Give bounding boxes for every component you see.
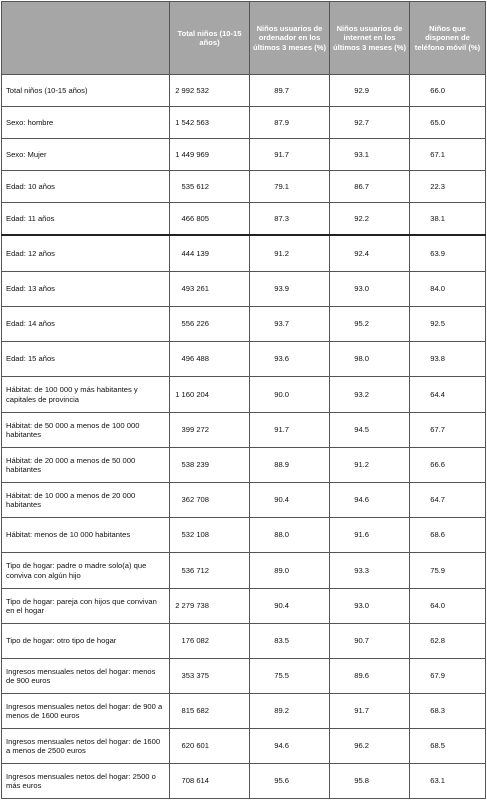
table-body [2,75,486,799]
cell-telefono-movil: 63.1 [410,764,486,799]
cell-usuarios-ordenador: 89.0 [250,553,330,589]
table-row [2,659,486,694]
row-label: Tipo de hogar: otro tipo de hogar [2,624,170,659]
table-row [2,235,486,272]
row-label: Edad: 14 años [2,307,170,342]
row-label: Hábitat: de 20 000 a menos de 50 000 habitantes [2,448,170,483]
row-label: Edad: 15 años [2,342,170,377]
table-row [2,694,486,729]
cell-telefono-movil: 63.9 [410,235,486,272]
cell-telefono-movil: 64.7 [410,483,486,518]
cell-telefono-movil: 84.0 [410,272,486,307]
cell-usuarios-internet: 95.2 [330,307,410,342]
cell-usuarios-internet: 94.6 [330,483,410,518]
table-row [2,272,486,307]
row-label: Hábitat: de 10 000 a menos de 20 000 habitantes [2,483,170,518]
row-label: Sexo: Mujer [2,139,170,171]
cell-telefono-movil: 68.5 [410,729,486,764]
cell-total-ninos: 1 160 204 [170,377,250,413]
table-row [2,448,486,483]
cell-usuarios-ordenador: 89.7 [250,75,330,107]
cell-usuarios-ordenador: 91.2 [250,235,330,272]
cell-usuarios-ordenador: 90.0 [250,377,330,413]
cell-usuarios-ordenador: 95.6 [250,764,330,799]
cell-usuarios-ordenador: 88.9 [250,448,330,483]
cell-telefono-movil: 38.1 [410,203,486,236]
cell-usuarios-internet: 91.2 [330,448,410,483]
cell-usuarios-ordenador: 91.7 [250,139,330,171]
cell-usuarios-ordenador: 93.7 [250,307,330,342]
table-row [2,729,486,764]
cell-usuarios-internet: 95.8 [330,764,410,799]
table-row [2,553,486,589]
table-row [2,75,486,107]
cell-usuarios-ordenador: 87.9 [250,107,330,139]
cell-total-ninos: 2 279 738 [170,589,250,624]
cell-telefono-movil: 66.0 [410,75,486,107]
cell-telefono-movil: 92.5 [410,307,486,342]
cell-usuarios-internet: 93.3 [330,553,410,589]
cell-telefono-movil: 22.3 [410,171,486,203]
cell-telefono-movil: 64.0 [410,589,486,624]
cell-total-ninos: 2 992 532 [170,75,250,107]
table-row [2,342,486,377]
cell-usuarios-ordenador: 91.7 [250,413,330,448]
cell-usuarios-internet: 96.2 [330,729,410,764]
table-row [2,139,486,171]
cell-total-ninos: 532 108 [170,518,250,553]
cell-usuarios-ordenador: 90.4 [250,483,330,518]
cell-total-ninos: 620 601 [170,729,250,764]
row-label: Ingresos mensuales netos del hogar: de 900 a menos de 1600 euros [2,694,170,729]
cell-telefono-movil: 62.8 [410,624,486,659]
row-label: Edad: 12 años [2,235,170,272]
cell-telefono-movil: 68.6 [410,518,486,553]
cell-telefono-movil: 93.8 [410,342,486,377]
cell-usuarios-internet: 86.7 [330,171,410,203]
header-usuarios-ordenador: Niños usuarios de ordenador en los últimos 3 meses (%) [250,2,330,75]
row-label: Hábitat: de 50 000 a menos de 100 000 habitantes [2,413,170,448]
cell-usuarios-ordenador: 89.2 [250,694,330,729]
row-label: Hábitat: de 100 000 y más habitantes y capitales de provincia [2,377,170,413]
cell-usuarios-ordenador: 93.6 [250,342,330,377]
cell-total-ninos: 444 139 [170,235,250,272]
cell-usuarios-internet: 90.7 [330,624,410,659]
cell-usuarios-ordenador: 93.9 [250,272,330,307]
header-telefono-movil: Niños que disponen de teléfono móvil (%) [410,2,486,75]
row-label: Sexo: hombre [2,107,170,139]
cell-usuarios-internet: 93.1 [330,139,410,171]
cell-total-ninos: 176 082 [170,624,250,659]
cell-total-ninos: 536 712 [170,553,250,589]
cell-total-ninos: 362 708 [170,483,250,518]
statistics-table [1,1,486,799]
cell-total-ninos: 538 239 [170,448,250,483]
cell-usuarios-ordenador: 88.0 [250,518,330,553]
table-row [2,307,486,342]
table-row [2,483,486,518]
cell-telefono-movil: 67.1 [410,139,486,171]
cell-telefono-movil: 66.6 [410,448,486,483]
cell-usuarios-internet: 98.0 [330,342,410,377]
table-row [2,377,486,413]
row-label: Total niños (10-15 años) [2,75,170,107]
cell-total-ninos: 496 488 [170,342,250,377]
cell-usuarios-ordenador: 90.4 [250,589,330,624]
header-usuarios-internet: Niños usuarios de internet en los últimos 3 meses (%) [330,2,410,75]
cell-telefono-movil: 67.7 [410,413,486,448]
cell-telefono-movil: 68.3 [410,694,486,729]
row-label: Edad: 13 años [2,272,170,307]
cell-usuarios-internet: 93.0 [330,272,410,307]
cell-usuarios-ordenador: 94.6 [250,729,330,764]
cell-total-ninos: 556 226 [170,307,250,342]
cell-total-ninos: 708 614 [170,764,250,799]
table-row [2,171,486,203]
table-row [2,518,486,553]
cell-telefono-movil: 75.9 [410,553,486,589]
cell-usuarios-ordenador: 79.1 [250,171,330,203]
table-row [2,203,486,236]
row-label: Tipo de hogar: pareja con hijos que convivan en el hogar [2,589,170,624]
table-row [2,589,486,624]
cell-total-ninos: 399 272 [170,413,250,448]
cell-usuarios-ordenador: 87.3 [250,203,330,236]
table-header-row [2,2,486,75]
cell-total-ninos: 1 542 563 [170,107,250,139]
header-corner [2,2,170,75]
cell-total-ninos: 815 682 [170,694,250,729]
row-label: Ingresos mensuales netos del hogar: menos de 900 euros [2,659,170,694]
cell-usuarios-internet: 92.4 [330,235,410,272]
table-row [2,413,486,448]
cell-telefono-movil: 67.9 [410,659,486,694]
cell-usuarios-internet: 93.0 [330,589,410,624]
cell-usuarios-internet: 92.2 [330,203,410,236]
cell-total-ninos: 1 449 969 [170,139,250,171]
table-row [2,107,486,139]
cell-total-ninos: 535 612 [170,171,250,203]
row-label: Edad: 11 años [2,203,170,236]
cell-usuarios-internet: 92.7 [330,107,410,139]
cell-usuarios-ordenador: 75.5 [250,659,330,694]
cell-telefono-movil: 65.0 [410,107,486,139]
cell-total-ninos: 493 261 [170,272,250,307]
cell-usuarios-internet: 94.5 [330,413,410,448]
cell-usuarios-ordenador: 83.5 [250,624,330,659]
cell-total-ninos: 466 805 [170,203,250,236]
table-row [2,764,486,799]
cell-usuarios-internet: 91.7 [330,694,410,729]
row-label: Ingresos mensuales netos del hogar: de 1600 a menos de 2500 euros [2,729,170,764]
cell-usuarios-internet: 93.2 [330,377,410,413]
row-label: Ingresos mensuales netos del hogar: 2500 o más euros [2,764,170,799]
row-label: Hábitat: menos de 10 000 habitantes [2,518,170,553]
table-row [2,624,486,659]
cell-usuarios-internet: 89.6 [330,659,410,694]
row-label: Tipo de hogar: padre o madre solo(a) que conviva con algún hijo [2,553,170,589]
cell-usuarios-internet: 92.9 [330,75,410,107]
cell-telefono-movil: 64.4 [410,377,486,413]
cell-usuarios-internet: 91.6 [330,518,410,553]
header-total-ninos: Total niños (10-15 años) [170,2,250,75]
row-label: Edad: 10 años [2,171,170,203]
cell-total-ninos: 353 375 [170,659,250,694]
